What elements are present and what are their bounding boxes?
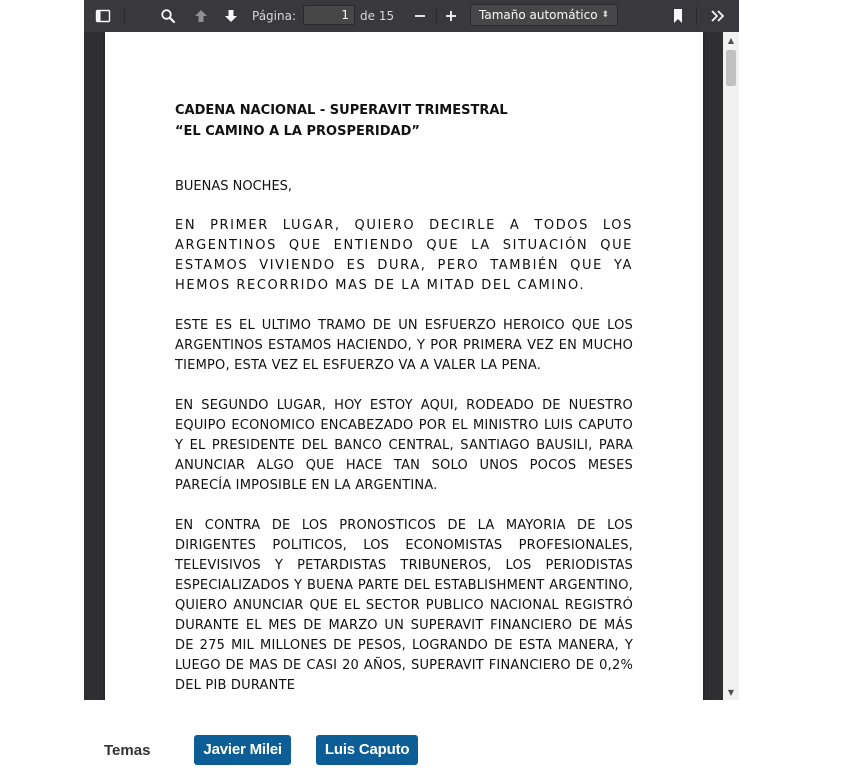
zoom-select[interactable] (470, 4, 618, 26)
zoom-out-icon[interactable] (406, 0, 434, 32)
paragraph: EN SEGUNDO LUGAR, HOY ESTOY AQUI, RODEADO DE NUESTRO EQUIPO ECONOMICO ENCABEZADO POR EL MINISTRO LUIS CAPUTO Y EL PRESIDENTE DEL BANCO CENTRAL, SANTIAGO BAUSILI, PARA ANUNCIAR ALGO QUE HACE TAN SOLO UNOS POCOS MESES PARECÍA IMPOSIBLE EN LA ARGENTINA. (175, 398, 633, 493)
next-page-icon[interactable] (217, 0, 245, 32)
bookmark-icon[interactable] (664, 0, 692, 32)
paragraph: ESTE ES EL ULTIMO TRAMO DE UN ESFUERZO HEROICO QUE LOS ARGENTINOS ESTAMOS HACIENDO, Y POR PRIMERA VEZ EN MUCHO TIEMPO, ESTA VEZ EL ESFUERZO VA A VALER LA PENA. (175, 318, 633, 373)
sidebar-toggle-icon[interactable] (89, 0, 117, 32)
zoom-select-value: Tamaño automático (479, 8, 598, 22)
page-count: de 15 (360, 9, 395, 23)
paragraph: EN CONTRA DE LOS PRONOSTICOS DE LA MAYORIA DE LOS DIRIGENTES POLITICOS, LOS ECONOMISTAS PROFESIONALES, TELEVISIVOS Y PETARDISTAS TRIBUNEROS, LOS PERIODISTAS ESPECIALIZADOS Y BUENA PARTE DEL ESTABLISHMENT ARGENTINO, QUIERO ANUNCIAR QUE EL SECTOR PUBLICO NACIONAL REGISTRÓ DURANTE EL MES DE MARZO UN SUPERAVIT FINANCIERO DE MÁS DE 275 MIL MILLONES DE PESOS, LOGRANDO DE ESTA MANERA, Y LUEGO DE MAS DE CASI 20 AÑOS, SUPERAVIT FINANCIERO DE 0,2% DEL PIB DURANTE (175, 518, 633, 693)
toolbar-divider (696, 7, 697, 25)
pdf-page (105, 32, 703, 700)
scrollbar[interactable] (723, 32, 739, 700)
toolbar-divider (124, 7, 125, 25)
title-line-2: “EL CAMINO A LA PROSPERIDAD” (175, 124, 420, 139)
zoom-in-icon[interactable] (437, 0, 465, 32)
chevron-updown-icon: ⬍ (601, 10, 609, 20)
previous-page-icon[interactable] (187, 0, 215, 32)
document-area[interactable] (84, 32, 739, 700)
page-label: Página: (252, 9, 297, 23)
scroll-up-icon[interactable]: ▲ (727, 35, 735, 45)
page-content (175, 100, 633, 700)
title-line-1: CADENA NACIONAL - SUPERAVIT TRIMESTRAL (175, 103, 508, 118)
pdf-viewer (84, 0, 739, 700)
search-icon[interactable] (154, 0, 182, 32)
tools-icon[interactable] (704, 0, 732, 32)
tag-javier-milei[interactable]: Javier Milei (194, 735, 290, 765)
pdf-toolbar (84, 0, 739, 32)
paragraph: EN PRIMER LUGAR, QUIERO DECIRLE A TODOS LOS ARGENTINOS QUE ENTIENDO QUE LA SITUACIÓN QUE ESTAMOS VIVIENDO ES DURA, PERO TAMBIÉN QUE YA HEMOS RECORRIDO MAS DE LA MITAD DEL CAMINO. (175, 218, 633, 293)
scroll-down-icon[interactable]: ▼ (727, 687, 735, 697)
tags-label: Temas (104, 741, 151, 759)
scroll-thumb[interactable] (726, 50, 736, 86)
page-number-input[interactable] (303, 5, 355, 25)
document-title (175, 100, 633, 142)
greeting: BUENAS NOCHES, (175, 179, 293, 194)
tags-bar (104, 734, 443, 766)
tag-luis-caputo[interactable]: Luis Caputo (316, 735, 418, 765)
